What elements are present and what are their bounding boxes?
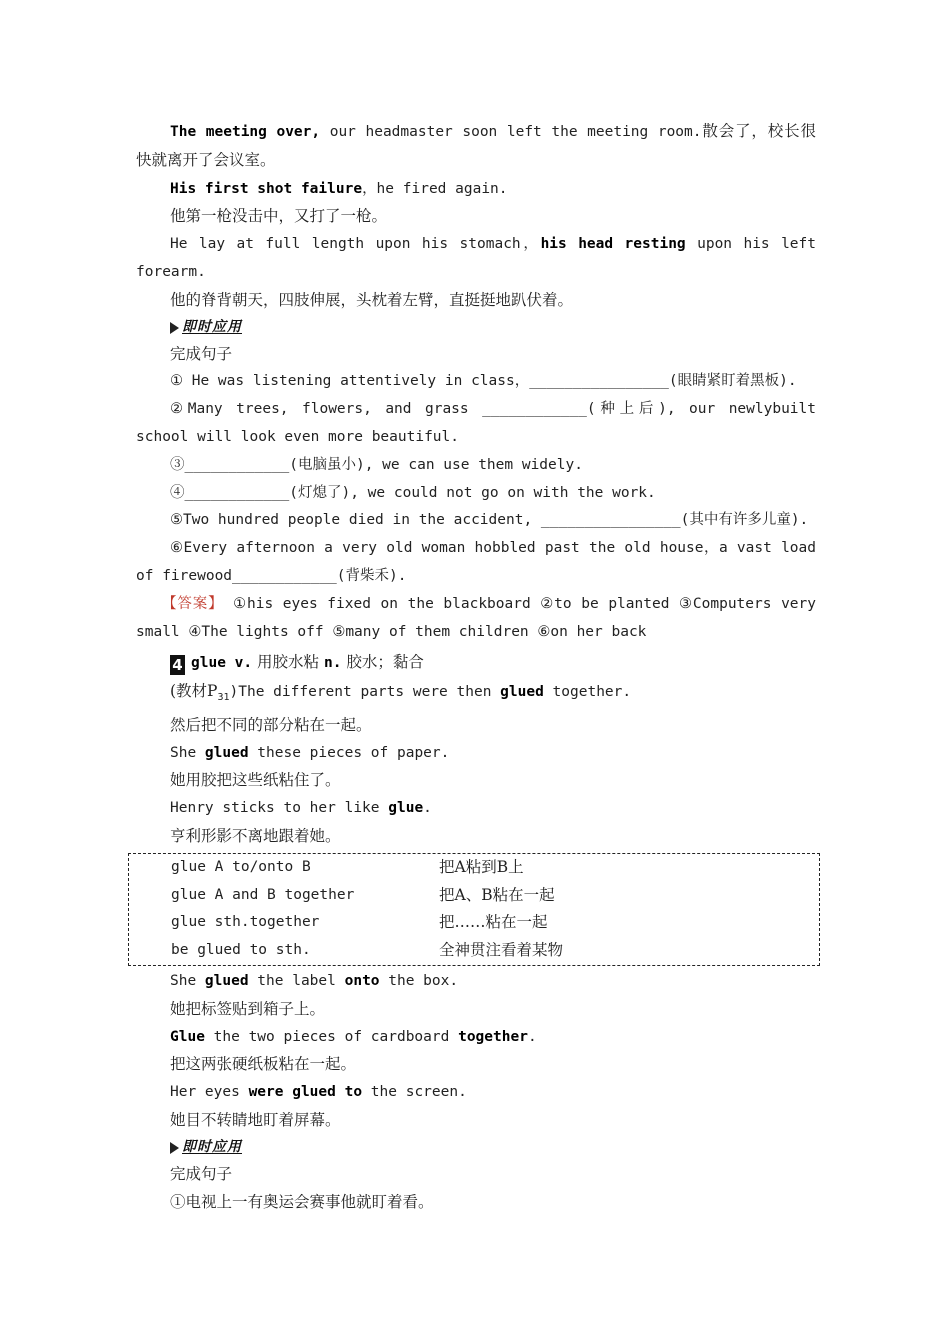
phrase-row: glue sth.together 把……粘在一起 [171,913,548,932]
example-sentence: His first shot failure，he fired again. [170,180,508,197]
document-page [136,118,816,1216]
example-sentence: He lay at full length upon his stomach，his head resting upon his left forearm. [136,236,817,280]
example-sentence: Henry sticks to her like glue. [170,800,432,817]
phrase-row: glue A to/onto B 把A粘到B上 [171,857,524,876]
entry-number-badge: 4 [170,655,185,675]
example-sentence: She glued these pieces of paper. [170,744,450,761]
translation: 把这两张硬纸板粘在一起。 [170,1055,357,1074]
exercise-item: ⑤Two hundred people died in the accident, ________________(其中有许多儿童). [170,512,809,529]
exercise-item: ②Many trees, flowers, and grass ____________(种上后), our newlybuilt school will look even more beautiful. [136,401,816,445]
translation: 她目不转睛地盯着屏幕。 [170,1110,341,1129]
answer-key: 【答案】 ①his eyes fixed on the blackboard ②to be planted ③Computers very small ④The lights off ⑤many of them children ⑥on her back [136,595,816,640]
example-sentence: Her eyes were glued to the screen. [170,1084,467,1101]
example-sentence: Glue the two pieces of cardboard together. [170,1028,537,1045]
translation: 他的脊背朝天，四肢伸展，头枕着左臂，直挺挺地趴伏着。 [170,290,574,309]
phrase-box [128,853,820,966]
play-triangle-icon [170,1142,179,1154]
exercise-item: ① He was listening attentively in class，________________(眼睛紧盯着黑板). [170,373,797,390]
exercise-item: ③____________(电脑虽小), we can use them widely. [170,456,583,473]
answer-label: 【答案】 [162,595,224,612]
phrase-row: glue A and B together 把A、B粘在一起 [171,885,555,904]
play-triangle-icon [170,322,179,334]
example-sentence: She glued the label onto the box. [170,973,459,989]
exercise-item: ①电视上一有奥运会赛事他就盯着看。 [170,1192,434,1211]
example-sentence: The meeting over, our headmaster soon left the meeting room.散会了，校长很快就离开了会议室。 [136,122,816,169]
exercise-item: ⑥Every afternoon a very old woman hobbled past the old house，a vast load of firewood____________(背柴禾). [136,540,816,584]
phrase-row: be glued to sth. 全神贯注看着某物 [171,941,564,960]
instruction: 完成句子 [170,1164,233,1183]
section-tag-practice: 即时应用 [136,315,816,341]
translation: 他第一枪没击中，又打了一枪。 [170,207,388,226]
section-tag-practice: 即时应用 [136,1135,816,1161]
vocab-entry-heading: 4 glue v. 用胶水粘 n. 胶水；黏合 [136,649,816,678]
translation: 亨利形影不离地跟着她。 [170,827,341,846]
instruction: 完成句子 [170,344,233,363]
exercise-item: ④____________(灯熄了), we could not go on with the work. [170,484,656,501]
translation: 她用胶把这些纸粘住了。 [170,771,341,790]
translation: 她把标签贴到箱子上。 [170,999,326,1018]
translation: 然后把不同的部分粘在一起。 [170,715,372,734]
textbook-example: (教材$P_{31})The$ different parts were then glued together. [170,682,632,704]
